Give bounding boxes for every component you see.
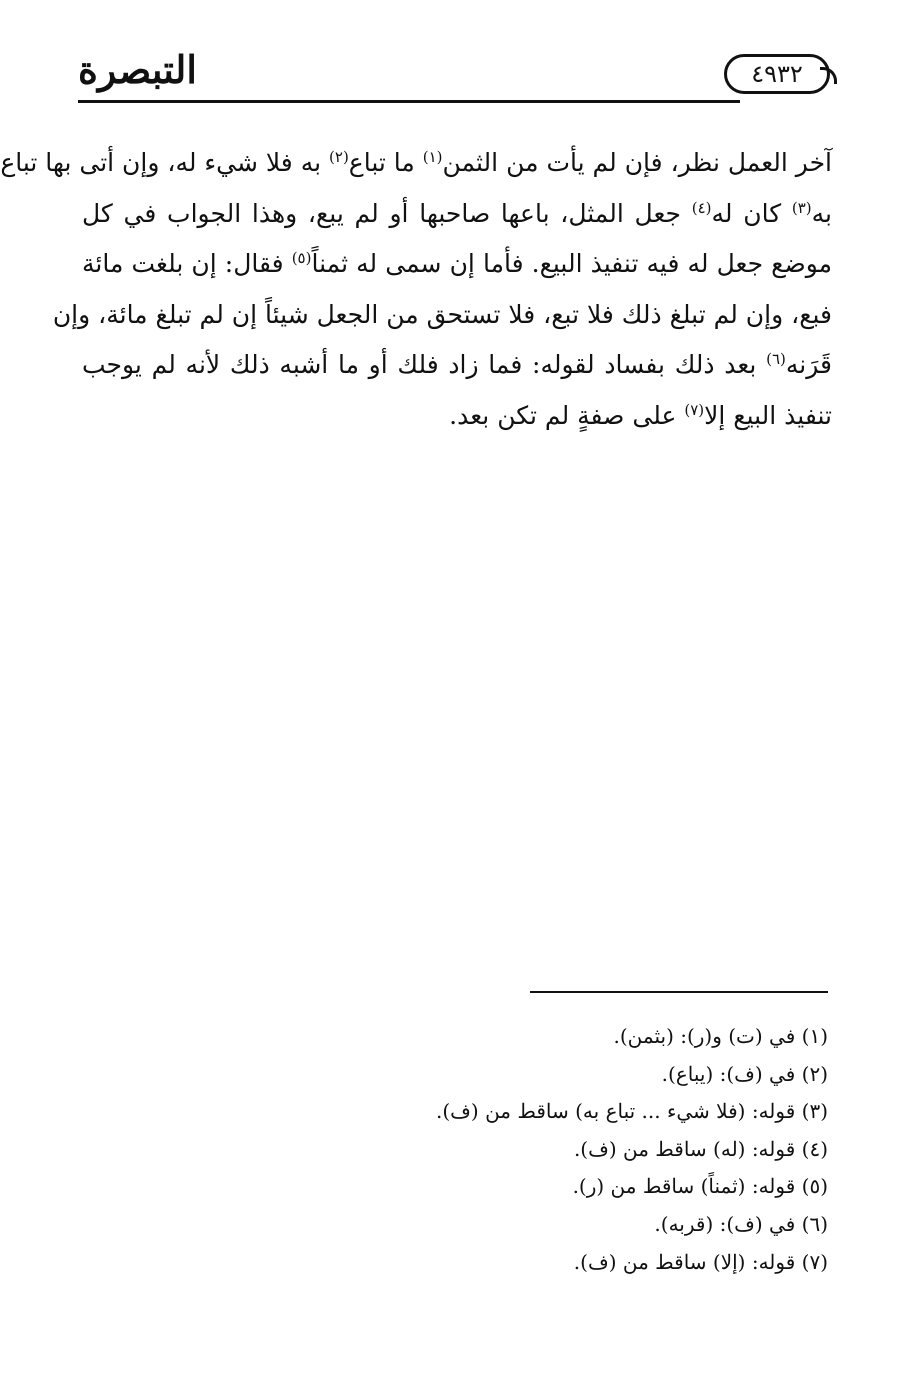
text-line [82, 239, 832, 290]
footnote-marker: (٣) [791, 198, 812, 217]
text-run: موضع جعل له فيه تنفيذ البيع. فأما إن سمى له ثمناً [311, 249, 833, 278]
footnote-item: (٣) قوله: (فلا شيء ... تباع به) ساقط من (ف). [436, 1099, 828, 1124]
text-run: على صفةٍ لم تكن بعد. [449, 400, 685, 430]
header-rule [78, 100, 740, 103]
footnote-marker: (٤) [691, 198, 712, 217]
text-line [82, 391, 832, 442]
text-line [0, 138, 832, 189]
footnote-item: (١) في (ت) و(ر): (بثمن). [613, 1024, 828, 1048]
footnote-marker: (٥) [291, 249, 312, 267]
footnote-item: (٧) قوله: (إلا) ساقط من (ف). [573, 1249, 828, 1274]
book-title: التبصرة [78, 47, 197, 92]
page-header [78, 44, 830, 114]
text-run: ما تباع [348, 148, 423, 177]
page-number-badge: ٤٩٣٢ [724, 54, 830, 94]
footnote-marker: (١) [422, 148, 443, 166]
text-run: به فلا شيء له، وإن أتى بها تباع [0, 148, 330, 177]
footnotes [300, 1018, 828, 1281]
text-line [52, 290, 832, 341]
footnote-item: (٥) قوله: (ثمناً) ساقط من (ر). [572, 1174, 828, 1199]
text-line [82, 189, 832, 240]
text-run: فقال: إن بلغت مائة [82, 249, 292, 278]
text-run: بعد ذلك بفساد لقوله: فما زاد فلك أو ما أشبه ذلك لأنه لم يوجب [82, 350, 767, 379]
text-line [82, 340, 832, 391]
text-run: تنفيذ البيع إلا [704, 400, 832, 430]
footnote-item: (٦) في (ف): (قربه). [654, 1211, 828, 1236]
footnote-item: (٤) قوله: (له) ساقط من (ف). [573, 1136, 828, 1161]
footnote-marker: (٢) [329, 148, 349, 166]
footnote-item: (٢) في (ف): (يباع). [661, 1061, 828, 1086]
footnote-marker: (٦) [766, 350, 786, 368]
text-run: به [811, 198, 832, 228]
footnote-separator [530, 991, 828, 993]
text-run: جعل المثل، باعها صاحبها أو لم يبع، وهذا الجواب في كل [82, 198, 692, 228]
text-run: فبع، وإن لم تبلغ ذلك فلا تبع، فلا تستحق من الجعل شيئاً إن لم تبلغ مائة، وإن [52, 299, 832, 329]
text-run: كان له [711, 198, 792, 228]
text-run: آخر العمل نظر، فإن لم يأت من الثمن [442, 148, 832, 177]
main-text [0, 138, 833, 441]
text-run: قَرَنه [785, 350, 832, 379]
footnote-marker: (٧) [684, 400, 705, 419]
